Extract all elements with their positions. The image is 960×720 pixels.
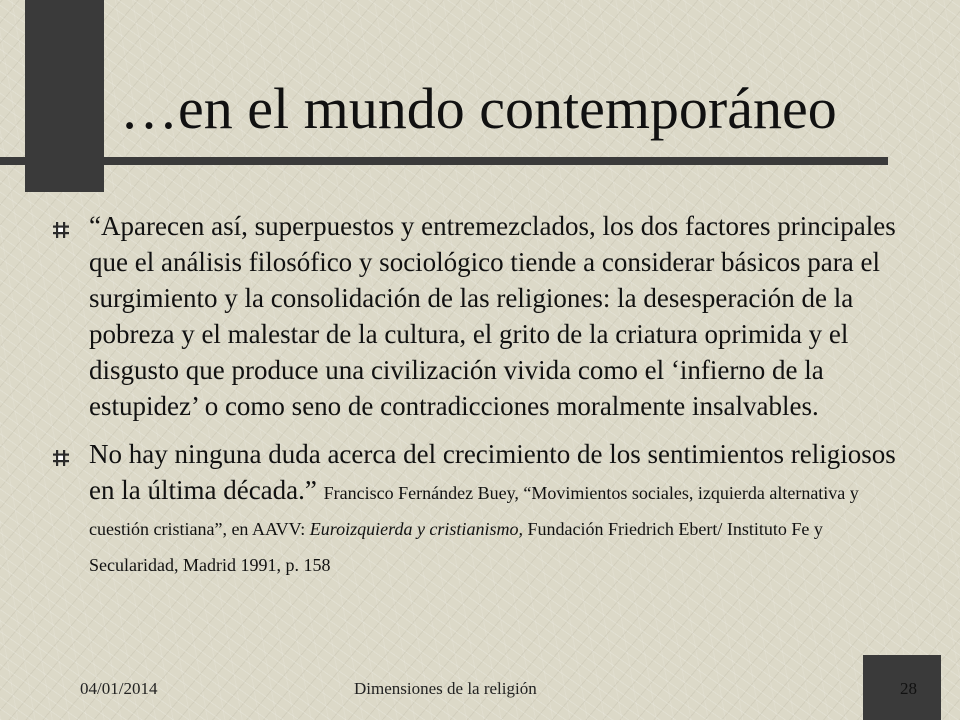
bullet-item (52, 208, 902, 424)
slide-title: …en el mundo contemporáneo (120, 76, 837, 141)
bullet-text: “Aparecen así, superpuestos y entremezclados, los dos factores principales que el análisis filosófico y sociológico tiende a considerar básicos para el surgimiento y la consolidación de las religiones: la desesperación de la pobreza y el malestar de la cultura, el grito de la criatura oprimida y el disgusto que produce una civilización vivida como el ‘infierno de la estupidez’ o como seno de contradicciones moralmente insalvables. (89, 211, 896, 421)
hash-bullet-icon (52, 449, 70, 467)
citation-author-title: Francisco Fernández Buey, “Movimientos sociales, izquierda alternativa y cuestión cristiana”, en AAVV: (89, 483, 859, 539)
page-number: 28 (900, 679, 917, 698)
citation-publisher: Fundación Friedrich Ebert/ Instituto Fe y Secularidad, Madrid 1991, p. 158 (89, 519, 823, 575)
footer-title: Dimensiones de la religión (354, 679, 537, 698)
page-number-box (863, 655, 941, 720)
footer-date: 04/01/2014 (80, 679, 158, 698)
citation-book-title: Euroizquierda y cristianismo, (309, 519, 523, 539)
bullet-text: No hay ninguna duda acerca del crecimiento de los sentimientos religiosos en la última década.” (89, 439, 896, 505)
slide-content (52, 208, 902, 580)
bullet-item (52, 436, 902, 580)
title-divider (0, 157, 888, 165)
hash-bullet-icon (52, 221, 70, 239)
bullet-text-with-citation (89, 436, 902, 580)
